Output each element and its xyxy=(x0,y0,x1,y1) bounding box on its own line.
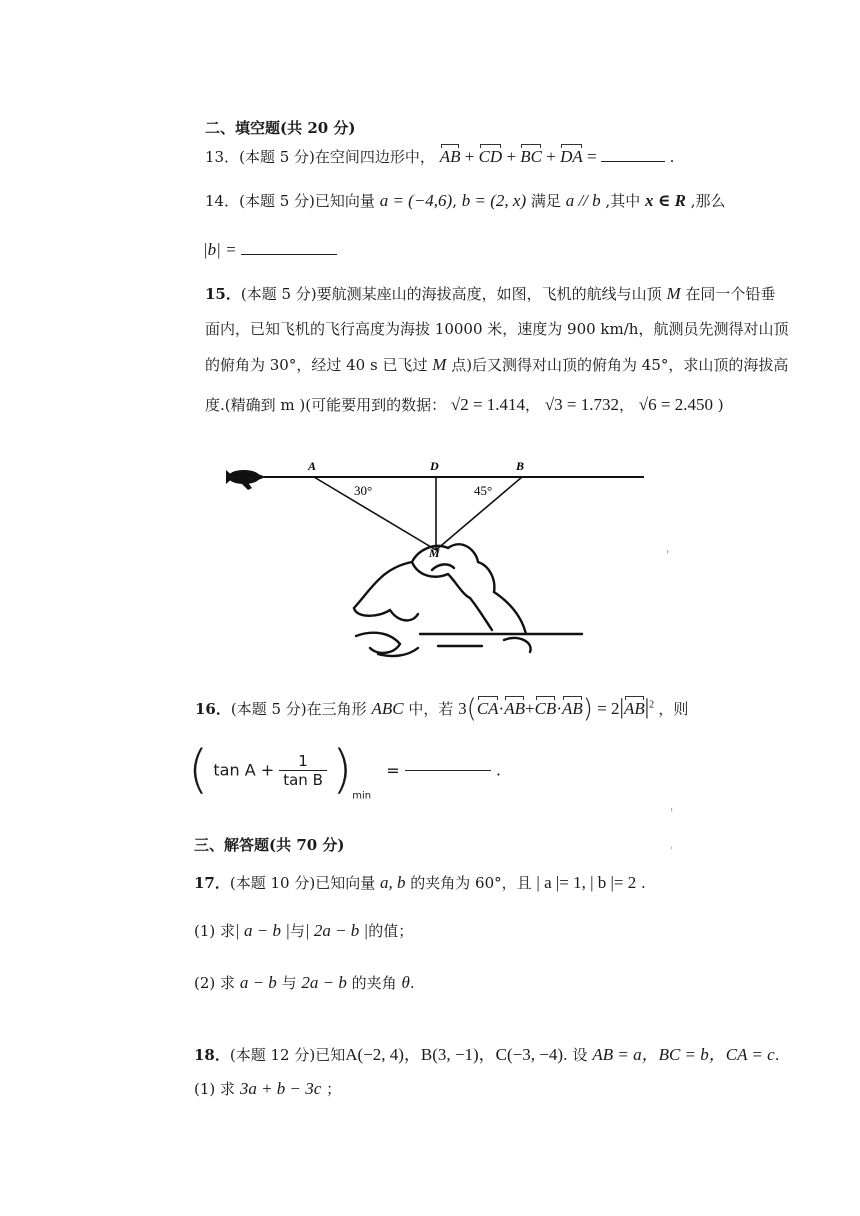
margin-mark: ' xyxy=(670,806,674,820)
question-16-min-expression: ( tan A + $\frac{1}{\text{tan B}}$ )$_{min}$ = . xyxy=(188,740,501,802)
question-14: 14．(本题 5 分)已知向量 a = (−4,6), b = (2, x) 满足 a // b ,其中 x ∈ R ,那么 xyxy=(205,191,726,210)
section-2-title: 二、填空题(共 20 分) xyxy=(205,119,356,137)
question-14-answer xyxy=(203,240,337,260)
margin-mark: ' xyxy=(670,846,673,857)
question-points: (本题 5 分) xyxy=(239,148,315,166)
question-16: 16．(本题 5 分)在三角形 ABC 中，若 $3(CA\cdot AB+CB\cdot AB) = 2|AB|^2$ ，则 xyxy=(195,694,689,724)
margin-mark: ' xyxy=(666,548,670,562)
norm-b-expression: |b| = xyxy=(203,240,237,259)
angle-30-label: 30° xyxy=(354,483,373,498)
label-b: B xyxy=(516,459,525,473)
question-15-line-2: 面内，已知飞机的飞行高度为海拔 10000 米，速度为 900 km/h，航测员先测得对山顶 xyxy=(205,320,789,338)
answer-blank xyxy=(601,160,665,162)
question-17: 17．(本题 10 分)已知向量 a, b 的夹角为 60°，且 | a |= 1, | b |= 2 . xyxy=(194,873,646,892)
airplane-icon xyxy=(226,470,266,490)
dot-product-equation: $3(CA\cdot AB+CB\cdot AB) = 2|AB|^2$ xyxy=(458,694,655,724)
vector-expression: AB + CD + BC + DA = xyxy=(439,147,597,166)
answer-blank xyxy=(405,769,491,771)
label-a: A xyxy=(308,459,317,473)
vector-definitions: AB = a，BC = b，CA = c xyxy=(592,1045,775,1064)
mountain-drawing xyxy=(354,544,582,656)
answer-blank xyxy=(241,253,337,255)
flight-diagram xyxy=(222,458,662,658)
question-15-line-4: 度.(精确到 m )(可能要用到的数据： √2 = 1.414， √3 = 1.732， √6 = 2.450 ) xyxy=(205,395,724,414)
label-m: M xyxy=(429,546,440,560)
question-15-line-3: 的俯角为 30°，经过 40 s 已飞过 M 点)后又测得对山顶的俯角为 45°，求山顶的海拔高 xyxy=(205,355,789,374)
question-18: 18．(本题 12 分)已知A(−2, 4)，B(3, −1)，C(−3, −4). 设 AB = a，BC = b，CA = c. xyxy=(194,1045,780,1064)
sight-line-a xyxy=(314,477,436,550)
vector-a-definition: a = (−4,6) xyxy=(379,191,453,210)
question-15-line-1: 15．(本题 5 分)要航测某座山的海拔高度，如图，飞机的航线与山顶 M 在同一个铅垂 xyxy=(205,284,776,303)
question-13: 13．(本题 5 分)在空间四边形中， AB + CD + BC + DA = . xyxy=(205,147,675,166)
vector-b-definition: b = (2, x) xyxy=(461,191,527,210)
question-number: 13． xyxy=(205,148,240,166)
question-text: 在空间四边形中， xyxy=(314,148,435,166)
question-18-part-1: (1) 求 3a + b − 3c ； xyxy=(194,1079,342,1098)
section-3-title: 三、解答题(共 70 分) xyxy=(194,836,345,854)
label-d: D xyxy=(430,459,439,473)
question-17-part-2: (2) 求 a − b 与 2a − b 的夹角 θ. xyxy=(194,973,415,992)
angle-45-label: 45° xyxy=(474,483,493,498)
parallel-condition: a // b xyxy=(565,191,601,210)
question-17-part-1: (1) 求| a − b |与| 2a − b |的值； xyxy=(194,921,414,940)
